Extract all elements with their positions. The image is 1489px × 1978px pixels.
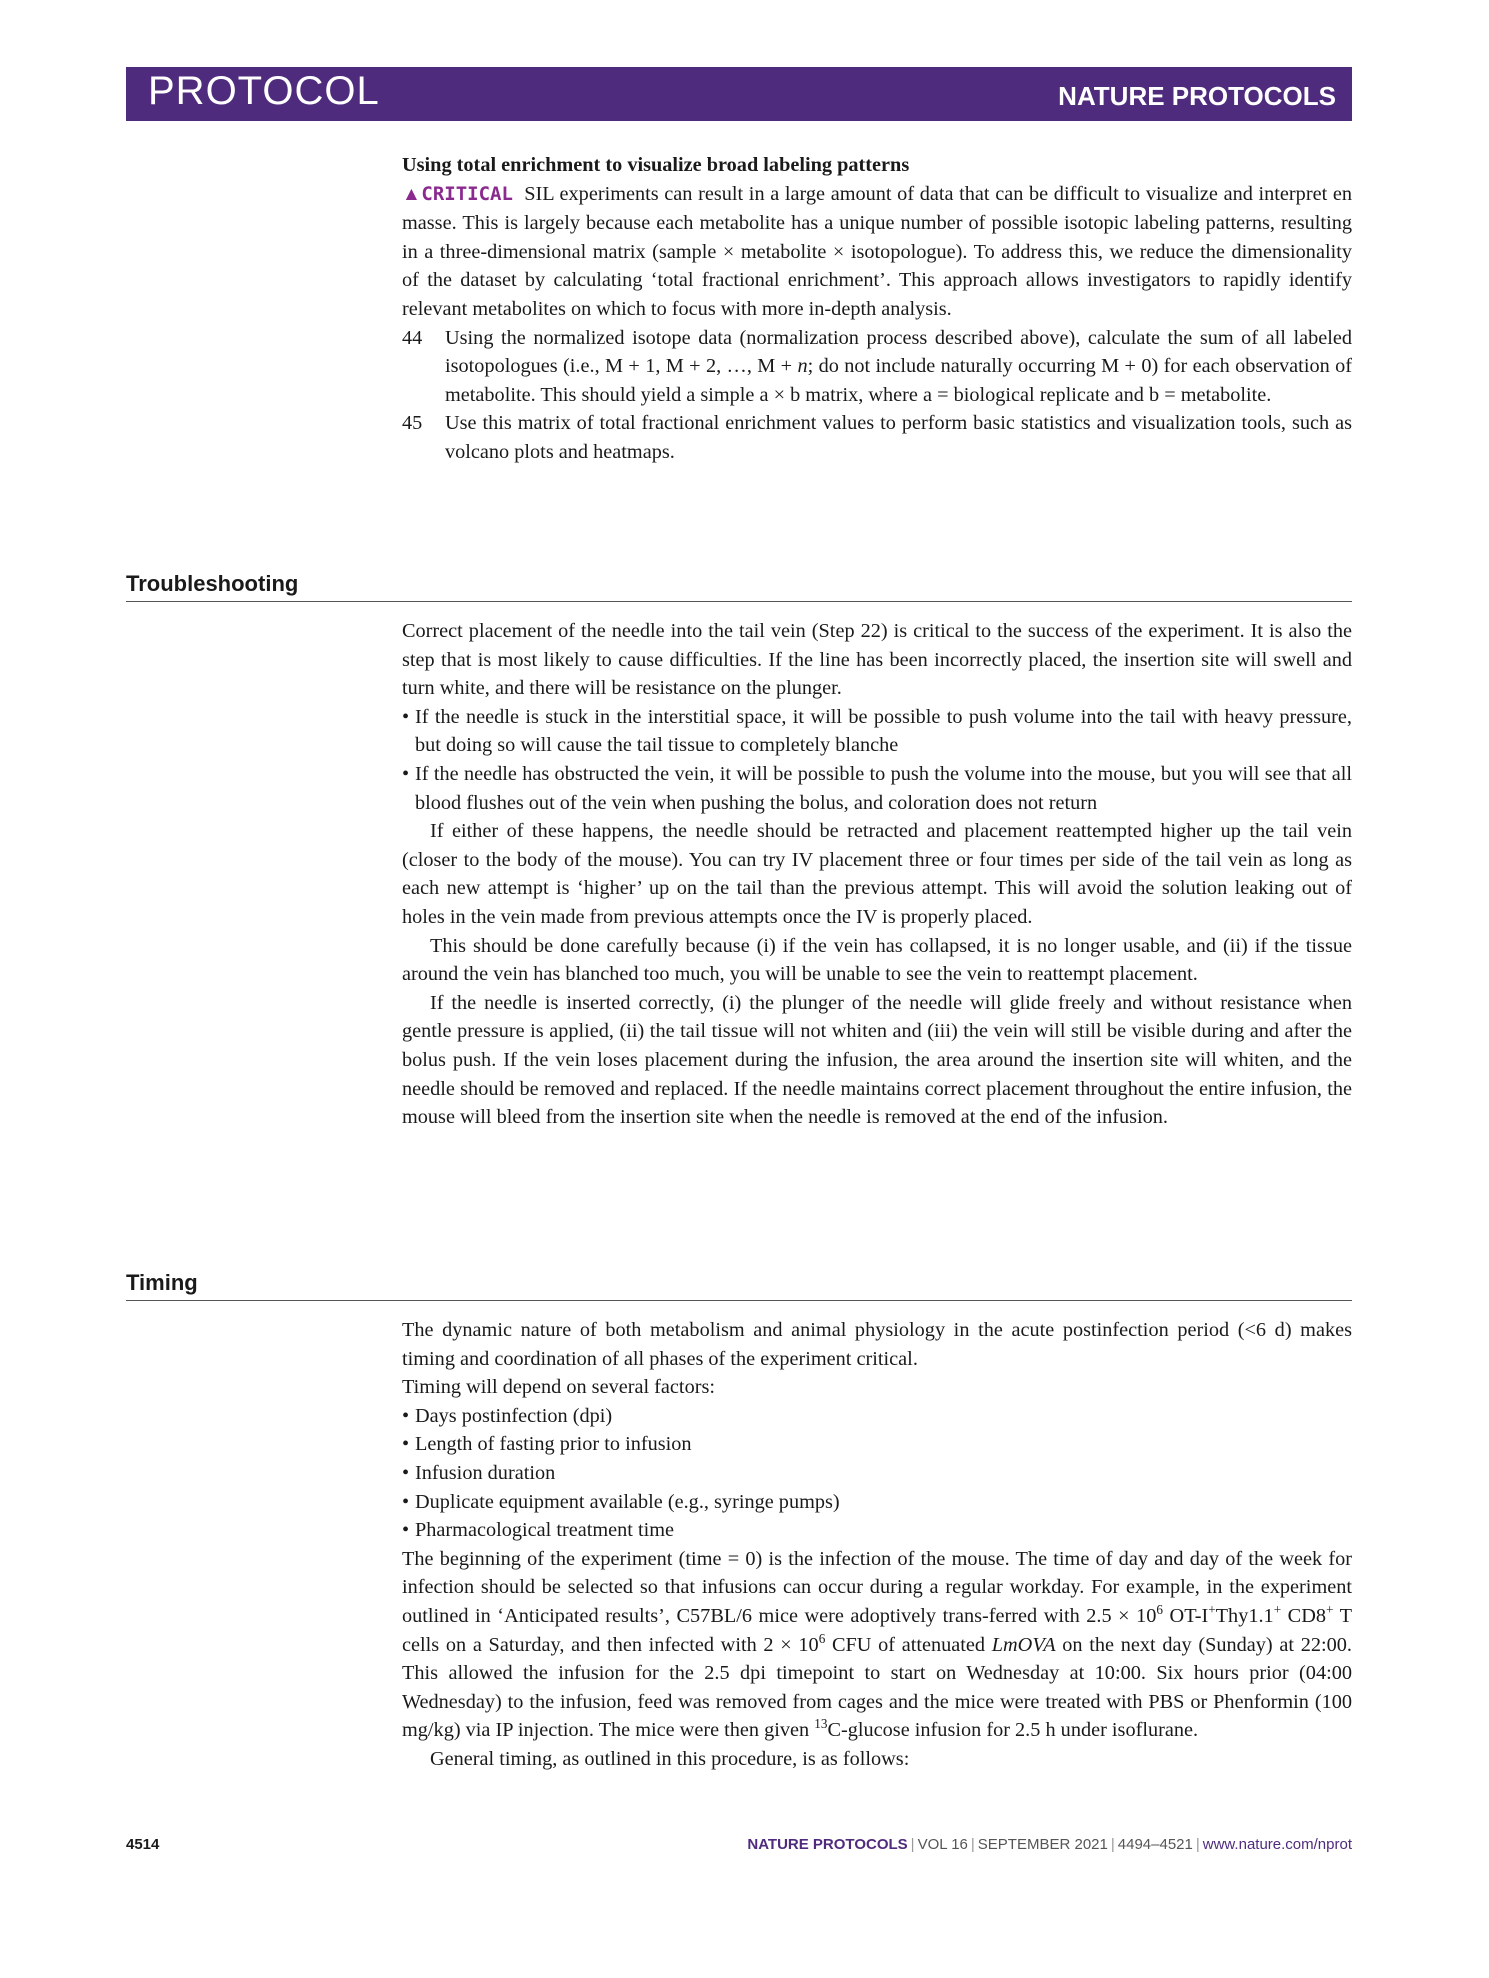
critical-note — [402, 180, 1352, 324]
list-item: • Infusion duration — [402, 1459, 1352, 1488]
list-item: • Duplicate equipment available (e.g., syringe pumps) — [402, 1488, 1352, 1517]
critical-label: CRITICAL — [421, 182, 513, 205]
list-item: • If the needle is stuck in the interstitial space, it will be possible to push volume into the tail with heavy pressure, but doing so will cause the tail tissue to completely blanche — [402, 703, 1352, 760]
footer-volume: VOL 16 — [917, 1836, 968, 1853]
paragraph: If either of these happens, the needle should be retracted and placement reattempted higher up the tail vein (closer to the body of the mouse). You can try IV placement three or four times per side of the tail vein as long as each new attempt is ‘higher’ up on the tail than the previous attempt. This will avoid the solution leaking out of holes in the vein made from previous attempts once the IV is properly placed. — [402, 820, 1352, 928]
timing-section — [402, 1316, 1352, 1774]
critical-triangle-icon: ▲ — [402, 183, 422, 205]
footer-journal: NATURE PROTOCOLS — [747, 1836, 908, 1853]
timing-factors-intro: Timing will depend on several factors: — [402, 1376, 715, 1399]
bullet-icon: • — [402, 762, 410, 785]
enrichment-subheading: Using total enrichment to visualize broad labeling patterns — [402, 154, 910, 176]
bullet-icon: • — [402, 1433, 410, 1456]
step-number: 45 — [402, 412, 423, 435]
timing-intro: The dynamic nature of both metabolism and animal physiology in the acute postinfection period (<6 d) makes timing and coordination of all phases of the experiment critical. — [402, 1319, 1352, 1370]
troubleshooting-heading: Troubleshooting — [126, 571, 1352, 602]
list-item: • If the needle has obstructed the vein, it will be possible to push the volume into the mouse, but you will see that all blood flushes out of the vein when pushing the bolus, and coloration does not return — [402, 760, 1352, 817]
bullet-icon: • — [402, 1461, 410, 1484]
step-45: 45 Use this matrix of total fractional enrichment values to perform basic statistics and visualization tools, such as volcano plots and heatmaps. — [402, 409, 1352, 466]
step-number: 44 — [402, 326, 423, 349]
enrichment-section — [402, 151, 1352, 467]
list-item: • Pharmacological treatment time — [402, 1516, 1352, 1545]
troubleshooting-section — [402, 617, 1352, 1132]
footer-date: SEPTEMBER 2021 — [977, 1836, 1108, 1853]
bullet-icon: • — [402, 705, 410, 728]
step-44: 44 Using the normalized isotope data (normalization process described above), calculate the sum of all labeled isotopologues (i.e., M + 1, M + 2, …, M + n; do not include naturally occurring M + 0) for each observation of metabolite. This should yield a simple a × b matrix, where a = biological replicate and b = metabolite. — [402, 324, 1352, 410]
timing-closing: General timing, as outlined in this procedure, is as follows: — [430, 1747, 910, 1770]
footer-pages: 4494–4521 — [1117, 1836, 1193, 1853]
bullet-icon: • — [402, 1519, 410, 1542]
page-number: 4514 — [126, 1836, 160, 1853]
footer-url-link[interactable]: www.nature.com/nprot — [1202, 1836, 1352, 1853]
list-item: • Length of fasting prior to infusion — [402, 1430, 1352, 1459]
journal-name: NATURE PROTOCOLS — [1058, 81, 1336, 111]
section-label: PROTOCOL — [148, 69, 380, 113]
bullet-icon: • — [402, 1404, 410, 1427]
timing-example: The beginning of the experiment (time = 0) is the infection of the mouse. The time of day and day of the week for infection should be selected so that infusions can occur during a regular workday. For example, in the experiment outlined in ‘Anticipated results’, C57BL/6 mice were adoptively trans-ferred with $2.5 \times 10^6$ OT-I+Thy1.1+ CD8+ T cells on a Saturday, and then infected with $2 \times 10^6$ CFU of attenuated LmOVA on the next day (Sunday) at 22:00. This allowed the infusion for the 2.5 dpi timepoint to start on Wednesday at 10:00. Six hours prior (04:00 Wednesday) to the infusion, feed was removed from cages and the mice were treated with PBS or Phenformin (100 mg/kg) via IP injection. The mice were then given $^{13}$C-glucose infusion for 2.5 h under isoflurane. — [402, 1547, 1352, 1742]
list-item: • Days postinfection (dpi) — [402, 1402, 1352, 1431]
footer-citation: NATURE PROTOCOLS | VOL 16 | SEPTEMBER 2021 | 4494–4521 | www.nature.com/nprot — [747, 1836, 1352, 1853]
bullet-icon: • — [402, 1490, 410, 1513]
paragraph: This should be done carefully because (i) if the vein has collapsed, it is no longer usable, and (ii) if the tissue around the vein has blanched too much, you will be unable to see the vein to reattempt placement. — [402, 934, 1352, 986]
troubleshooting-intro: Correct placement of the needle into the tail vein (Step 22) is critical to the success of the experiment. It is also the step that is most likely to cause difficulties. If the line has been incorrectly placed, the insertion site will swell and turn white, and there will be resistance on the plunger. — [402, 620, 1352, 700]
header-banner — [126, 67, 1352, 121]
timing-heading: Timing — [126, 1270, 1352, 1301]
paragraph: If the needle is inserted correctly, (i) the plunger of the needle will glide freely and without resistance when gentle pressure is applied, (ii) the tail tissue will not whiten and (iii) the vein will still be visible during and after the bolus push. If the vein loses placement during the infusion, the area around the insertion site will whiten, and the needle should be removed and replaced. If the needle maintains correct placement throughout the entire infusion, the mouse will bleed from the insertion site when the needle is removed at the end of the infusion. — [402, 991, 1352, 1129]
critical-text: SIL experiments can result in a large amount of data that can be difficult to visualize and interpret en masse. This is largely because each metabolite has a unique number of possible isotopic labeling patterns, resulting in a three-dimensional matrix (sample × metabolite × isotopologue). To address this, we reduce the dimensionality of the dataset by calculating ‘total fractional enrichment’. This approach allows investigators to rapidly identify relevant metabolites on which to focus with more in-depth analysis. — [402, 182, 1353, 320]
